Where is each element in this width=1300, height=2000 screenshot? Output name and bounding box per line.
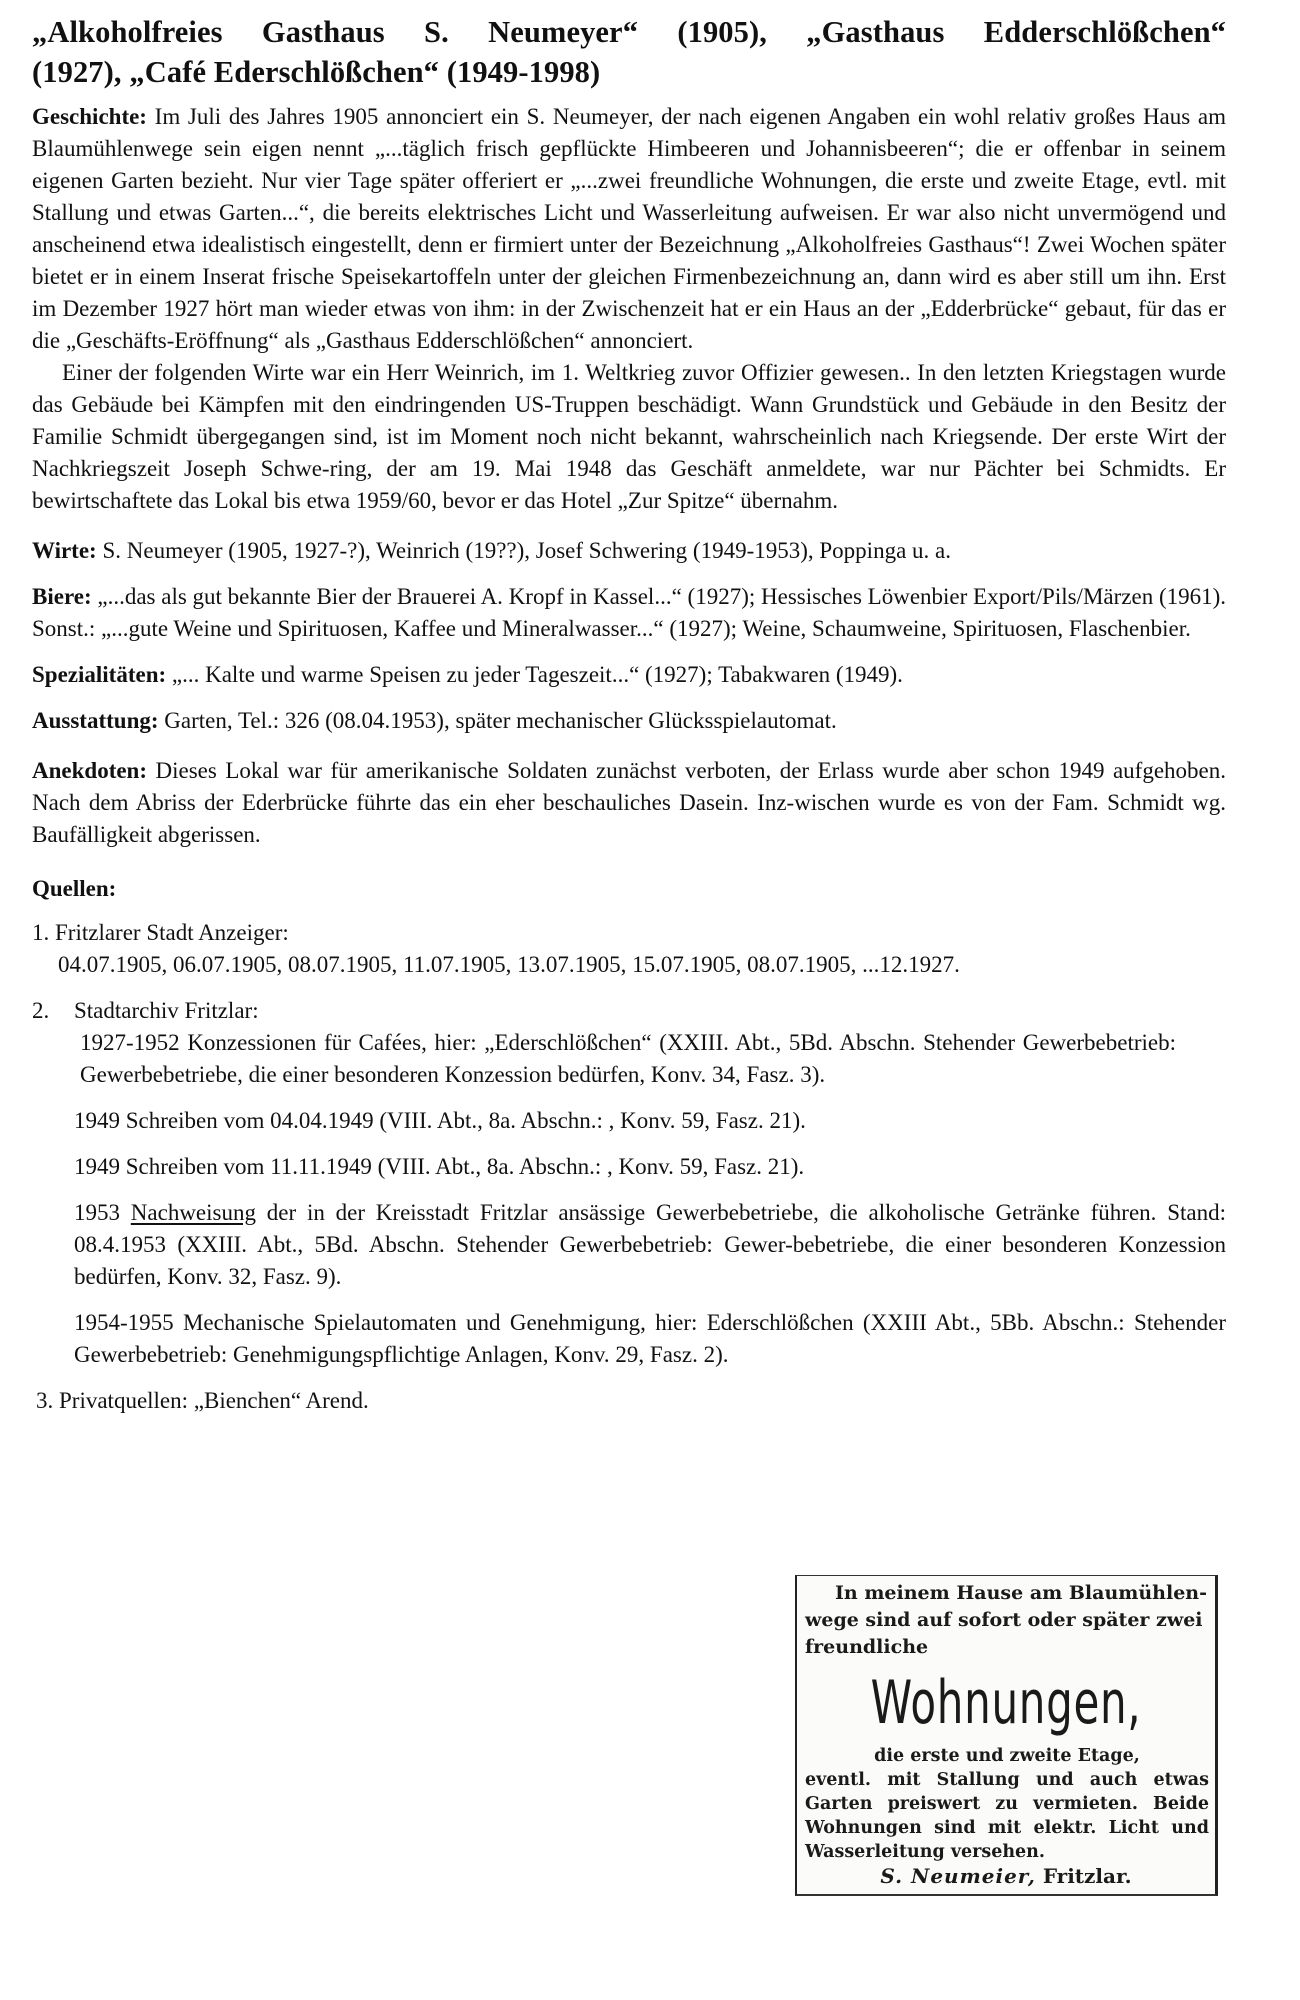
wirte-text: S. Neumeyer (1905, 1927-?), Weinrich (19??), Josef Schwering (1949-1953), Poppinga u. a. — [102, 538, 951, 563]
clipping-line: In meinem Hause am Blaumühlen- — [835, 1582, 1207, 1604]
source-3: 3. Privatquellen: „Bienchen“ Arend. — [36, 1388, 369, 1413]
clipping-line: wege sind auf sofort oder später zwei — [805, 1609, 1203, 1631]
source-2-item: 1949 Schreiben vom 11.11.1949 (VIII. Abt., 8a. Abschn.: , Konv. 59, Fasz. 21). — [74, 1154, 805, 1179]
clipping-headline: Wohnungen, — [870, 1668, 1142, 1738]
source-2-item-underlined: Nachweisung — [130, 1200, 256, 1225]
page-title — [32, 0, 1226, 92]
geschichte-label: Geschichte: — [32, 104, 147, 129]
geschichte-paragraph — [32, 101, 1226, 357]
ausstattung-label: Ausstattung: — [32, 708, 159, 733]
clipping-signature-name: S. Neumeier, — [880, 1864, 1036, 1888]
spezialitaeten-text: „... Kalte und warme Speisen zu jeder Tageszeit...“ (1927); Tabakwaren (1949). — [171, 662, 903, 687]
source-2-item — [32, 1197, 1226, 1293]
source-1-dates: 04.07.1905, 06.07.1905, 08.07.1905, 11.07.1905, 13.07.1905, 15.07.1905, 08.07.1905, ...12.1927. — [58, 952, 960, 977]
anekdoten-section — [32, 755, 1226, 851]
ausstattung-section — [32, 705, 1226, 737]
anekdoten-label: Anekdoten: — [32, 758, 148, 783]
quellen-heading: Quellen: — [32, 876, 117, 901]
source-2-title-row — [32, 995, 1226, 1027]
source-2-title: Stadtarchiv Fritzlar: — [74, 998, 259, 1023]
title-line-2: (1927), „Café Ederschlößchen“ (1949-1998) — [32, 55, 601, 89]
spezialitaeten-label: Spezialitäten: — [32, 662, 167, 687]
geschichte-text: Im Juli des Jahres 1905 annonciert ein S. Neumeyer, der nach eigenen Angaben ein wohl relativ großes Haus am Blaumühlenwege sein eigen nennt „...täglich frisch gepflückte Himbeeren und Johannisbeeren“; die er offenbar in seinem eigenen Garten bezieht. Nur vier Tage später offeriert er „...zwei freundliche Wohnungen, die erste und zweite Etage, evtl. mit Stallung und etwas Garten...“, die bereits elektrisches Licht und Wasserleitung aufweisen. Er war also nicht unvermögend und anscheinend etwa idealistisch eingestellt, denn er firmiert unter der Bezeichnung „Alkoholfreies Gasthaus“! Zwei Wochen später bietet er in einem Inserat frische Speisekartoffeln unter der gleichen Firmenbezeichnung an, dann wird es aber still um ihn. Erst im Dezember 1927 hört man wieder etwas von ihm: in der Zwischenzeit hat er ein Haus an der „Edderbrücke“ gebaut, für das er die „Geschäfts-Eröffnung“ als „Gasthaus Edderschlößchen“ annonciert. — [32, 104, 1227, 353]
source-2-item: 1954-1955 Mechanische Spielautomaten und Genehmigung, hier: Ederschlößchen (XXIII Abt., 5Bb. Abschn.: Stehender Gewerbebetrieb: Genehmigungspflichtige Anlagen, Konv. 29, Fasz. 2). — [74, 1310, 1226, 1367]
title-line-1: „Alkoholfreies Gasthaus S. Neumeyer“ (1905), „Gasthaus Edderschlößchen“ — [32, 15, 1226, 49]
clipping-intro — [805, 1580, 1209, 1661]
wirte-section — [32, 535, 1226, 567]
source-2 — [32, 995, 1226, 1371]
anekdoten-text: Dieses Lokal war für amerikanische Soldaten zunächst verboten, der Erlass wurde aber schon 1949 aufgehoben. Nach dem Abriss der Ederbrücke führte das ein eher beschauliches Dasein. Inz-wischen wurde es von der Fam. Schmidt wg. Baufälligkeit abgerissen. — [32, 758, 1226, 847]
source-2-item: 1927-1952 Konzessionen für Cafées, hier: „Ederschlößchen“ (XXIII. Abt., 5Bd. Abschn. Stehender Gewerbebetrieb: Gewerbebetriebe, die einer besonderen Konzession bedürfen, Konv. 34, Fasz. 3). — [80, 1030, 1176, 1087]
biere-section — [32, 581, 1226, 645]
clipping-body — [805, 1744, 1209, 1864]
biere-text: „...das als gut bekannte Bier der Brauerei A. Kropf in Kassel...“ (1927); Hessisches Löwenbier Export/Pils/Märzen (1961). Sonst.: „...gute Weine und Spirituosen, Kaffee und Mineralwasser...“ (1927); Weine, Schaumweine, Spirituosen, Flaschenbier. — [32, 584, 1227, 641]
ausstattung-text: Garten, Tel.: 326 (08.04.1953), später mechanischer Glücksspielautomat. — [164, 708, 837, 733]
clipping-signature-place: Fritzlar. — [1042, 1864, 1132, 1888]
source-2-number: 2. — [32, 998, 50, 1023]
clipping-signature — [797, 1864, 1215, 1888]
source-2-item: 1949 Schreiben vom 04.04.1949 (VIII. Abt., 8a. Abschn.: , Konv. 59, Fasz. 21). — [74, 1108, 806, 1133]
newspaper-clipping — [795, 1575, 1218, 1896]
document-page — [32, 0, 1226, 1417]
spezialitaeten-section — [32, 659, 1226, 691]
clipping-text: eventl. mit Stallung und auch etwas Garten preiswert zu vermieten. Beide Wohnungen sind mit elektr. Licht und Wasserleitung versehen. — [805, 1770, 1209, 1862]
source-2-item-text: der in der Kreisstadt Fritzlar ansässige Gewerbebetriebe, die alkoholische Getränke führen. Stand: 08.4.1953 (XXIII. Abt., 5Bd. Abschn. Stehender Gewerbebetrieb: Gewer-bebetriebe, die einer besonderen Konzession bedürfen, Konv. 32, Fasz. 9). — [74, 1200, 1226, 1289]
source-1-title: 1. Fritzlarer Stadt Anzeiger: — [32, 920, 289, 945]
wirte-label: Wirte: — [32, 538, 97, 563]
source-1 — [32, 917, 1226, 981]
source-2-item-year: 1953 — [74, 1200, 120, 1225]
geschichte-paragraph-2: Einer der folgenden Wirte war ein Herr Weinrich, im 1. Weltkrieg zuvor Offizier gewesen.. In den letzten Kriegstagen wurde das Gebäude bei Kämpfen mit den eindringenden US-Truppen beschädigt. Wann Grundstück und Gebäude in den Besitz der Familie Schmidt übergegangen sind, ist im Moment noch nicht bekannt, wahrscheinlich nach Kriegsende. Der erste Wirt der Nachkriegszeit Joseph Schwe-ring, der am 19. Mai 1948 das Geschäft anmeldete, war nur Pächter bei Schmidts. Er bewirtschaftete das Lokal bis etwa 1959/60, bevor er das Hotel „Zur Spitze“ übernahm. — [32, 360, 1226, 513]
biere-label: Biere: — [32, 584, 92, 609]
clipping-line: die erste und zweite Etage, — [874, 1746, 1140, 1766]
clipping-line: freundliche — [805, 1636, 929, 1658]
